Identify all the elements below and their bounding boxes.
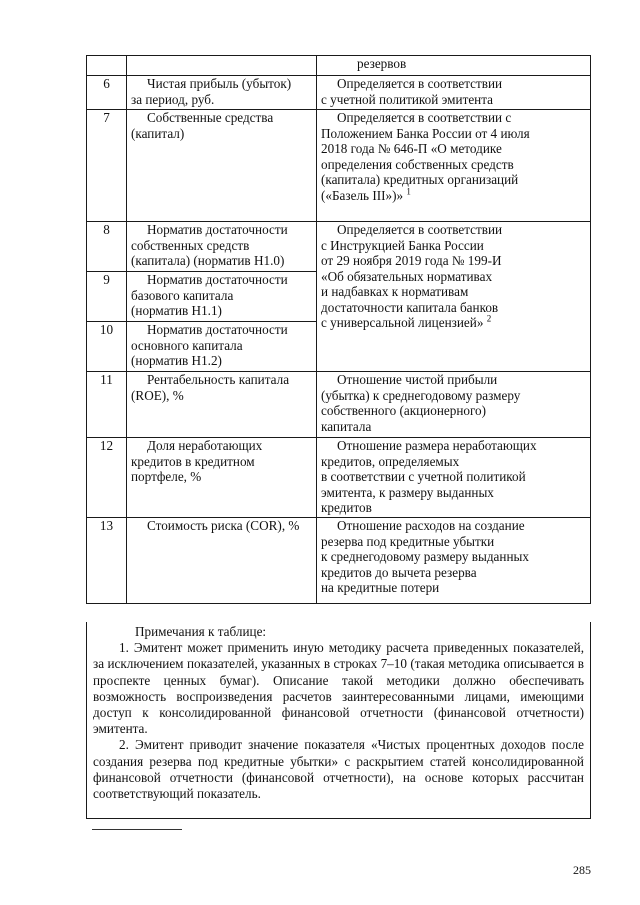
text-line xyxy=(321,157,586,173)
text-line xyxy=(321,141,586,157)
text-line-content: эмитента, к размеру выданных xyxy=(321,484,494,500)
indicator-definition xyxy=(317,76,591,110)
indicator-name xyxy=(127,372,317,438)
text-line xyxy=(321,454,586,470)
text-line: базового капитала xyxy=(131,287,234,303)
text-line xyxy=(321,419,586,435)
text-line: собственных средств xyxy=(131,237,250,253)
text-line: Рентабельность капитала xyxy=(147,372,290,387)
indicator-name xyxy=(127,222,317,272)
text-line xyxy=(321,534,586,550)
row-number: 9 xyxy=(87,272,127,322)
text-line: Собственные средства xyxy=(147,110,274,125)
text-line xyxy=(321,238,586,254)
text-line-content: капитала xyxy=(321,418,372,434)
text-line: кредитов в кредитном xyxy=(131,453,255,469)
text-line-content: на кредитные потери xyxy=(321,580,440,595)
text-line: (норматив Н1.1) xyxy=(131,303,222,318)
text-line-content: кредитов, определяемых xyxy=(321,453,460,469)
footnote-marker: 2 xyxy=(486,313,492,324)
indicator-definition xyxy=(317,518,591,604)
text-line-content: и надбавках к нормативам xyxy=(321,284,469,299)
footnote-separator xyxy=(92,829,182,830)
text-line xyxy=(321,372,586,388)
text-line-content: (убытка) к среднегодовому размеру xyxy=(321,387,521,403)
text-line: (капитал) xyxy=(131,125,185,141)
text-line xyxy=(321,284,586,300)
text-line-content: (капитала) кредитных организаций xyxy=(321,172,519,187)
text-line-content: («Базель III»)» xyxy=(321,187,404,203)
text-line-content: с Инструкцией Банка России xyxy=(321,237,484,253)
table-row xyxy=(87,518,591,604)
text-line-content: с универсальной лицензией» xyxy=(321,315,484,330)
text-line: (норматив Н1.2) xyxy=(131,353,222,368)
text-line xyxy=(321,110,586,126)
text-line xyxy=(321,518,586,534)
text-line-content: Определяется в соответствии xyxy=(337,76,503,91)
note-item-1: 1. Эмитент может применить иную методику расчета приведенных показателей, за исключением показателей, указанных в строках 7–10 (такая методика описывается в проспекте ценных бумаг). Описание такой методики должно обеспечивать возможность воспроизведения расчетов заинтересованными лицами, имеющими доступ к консолидированной финансовой отчетности (финансовой отчетности) эмитента. xyxy=(93,640,584,737)
text-line-content: резерва под кредитные убытки xyxy=(321,533,495,549)
indicator-definition xyxy=(317,372,591,438)
indicator-name xyxy=(127,56,317,76)
indicator-definition: резервов xyxy=(317,56,591,76)
text-line: Норматив достаточности xyxy=(147,322,288,337)
text-line xyxy=(321,222,586,238)
text-line xyxy=(321,269,586,285)
text-line: Чистая прибыль (убыток) xyxy=(147,76,292,91)
table-row-continued xyxy=(87,56,591,76)
text-line-content: Определяется в соответствии с xyxy=(337,110,512,125)
text-line: портфеле, % xyxy=(131,469,202,484)
text-line xyxy=(321,126,586,142)
text-line-content: к среднегодовому размеру выданных xyxy=(321,549,529,564)
text-line-content: собственного (акционерного) xyxy=(321,403,487,418)
text-line xyxy=(321,188,586,204)
text-line xyxy=(321,580,586,596)
text-line: Стоимость риска (COR), % xyxy=(147,518,300,533)
text-line: Норматив достаточности xyxy=(147,272,288,287)
text-line-content: достаточности капитала банков xyxy=(321,299,499,315)
note-item-2: 2. Эмитент приводит значение показателя «Чистых процентных доходов после создания резерва под кредитные убытки» с раскрытием статей консолидированной финансовой отчетности (финансовой отчетности), на основе которых рассчитан соответствующий показатель. xyxy=(93,737,584,802)
text-line xyxy=(321,253,586,269)
text-line-content: Положением Банка России от 4 июля xyxy=(321,125,530,141)
text-line xyxy=(321,76,586,92)
row-number: 6 xyxy=(87,76,127,110)
indicator-definition xyxy=(317,438,591,518)
text-line: (ROE), % xyxy=(131,387,184,403)
text-line-content: Отношение размера неработающих xyxy=(337,438,537,453)
text-line xyxy=(321,438,586,454)
text-line xyxy=(321,388,586,404)
text-line xyxy=(321,565,586,581)
text-line xyxy=(321,172,586,188)
text-line: Доля неработающих xyxy=(147,438,263,453)
indicator-name xyxy=(127,438,317,518)
row-number: 8 xyxy=(87,222,127,272)
text-line-content: кредитов до вычета резерва xyxy=(321,564,477,580)
text-line xyxy=(321,403,586,419)
text-line-content: в соответствии с учетной политикой xyxy=(321,469,526,484)
text-line-content: кредитов xyxy=(321,500,372,515)
table-notes xyxy=(86,622,591,819)
indicator-name xyxy=(127,322,317,372)
text-line-content: Определяется в соответствии xyxy=(337,222,503,237)
text-line: (капитала) (норматив Н1.0) xyxy=(131,253,285,268)
table-row xyxy=(87,372,591,438)
table-row xyxy=(87,222,591,272)
text-line xyxy=(321,300,586,316)
indicator-name xyxy=(127,518,317,604)
text-line: за период, руб. xyxy=(131,91,215,107)
text-line-content: Отношение расходов на создание xyxy=(337,518,525,533)
text-line: основного капитала xyxy=(131,337,243,353)
row-number xyxy=(87,56,127,76)
row-number: 12 xyxy=(87,438,127,518)
text-line: Норматив достаточности xyxy=(147,222,288,237)
row-number: 13 xyxy=(87,518,127,604)
row-number: 7 xyxy=(87,110,127,222)
page-number: 285 xyxy=(573,863,591,877)
indicator-name xyxy=(127,110,317,222)
text-line-content: Отношение чистой прибыли xyxy=(337,372,498,387)
indicators-table xyxy=(86,55,591,604)
text-line xyxy=(321,315,586,331)
indicator-definition xyxy=(317,110,591,222)
text-line xyxy=(321,500,586,516)
text-line-content: с учетной политикой эмитента xyxy=(321,91,494,107)
text-line xyxy=(321,469,586,485)
text-line xyxy=(321,549,586,565)
text-line xyxy=(321,92,586,108)
text-line-content: определения собственных средств xyxy=(321,156,514,172)
table-row xyxy=(87,438,591,518)
text-line-content: от 29 ноября 2019 года № 199-И xyxy=(321,253,502,268)
notes-title: Примечания к таблице: xyxy=(135,624,267,639)
table-row xyxy=(87,76,591,110)
table-row xyxy=(87,110,591,222)
merged-indicator-definition xyxy=(317,222,591,372)
text-line-content: «Об обязательных нормативах xyxy=(321,268,493,284)
row-number: 11 xyxy=(87,372,127,438)
indicator-name xyxy=(127,272,317,322)
footnote-marker: 1 xyxy=(406,186,411,197)
row-number: 10 xyxy=(87,322,127,372)
indicator-name xyxy=(127,76,317,110)
text-line-content: 2018 года № 646-П «О методике xyxy=(321,141,502,156)
text-line xyxy=(321,485,586,501)
